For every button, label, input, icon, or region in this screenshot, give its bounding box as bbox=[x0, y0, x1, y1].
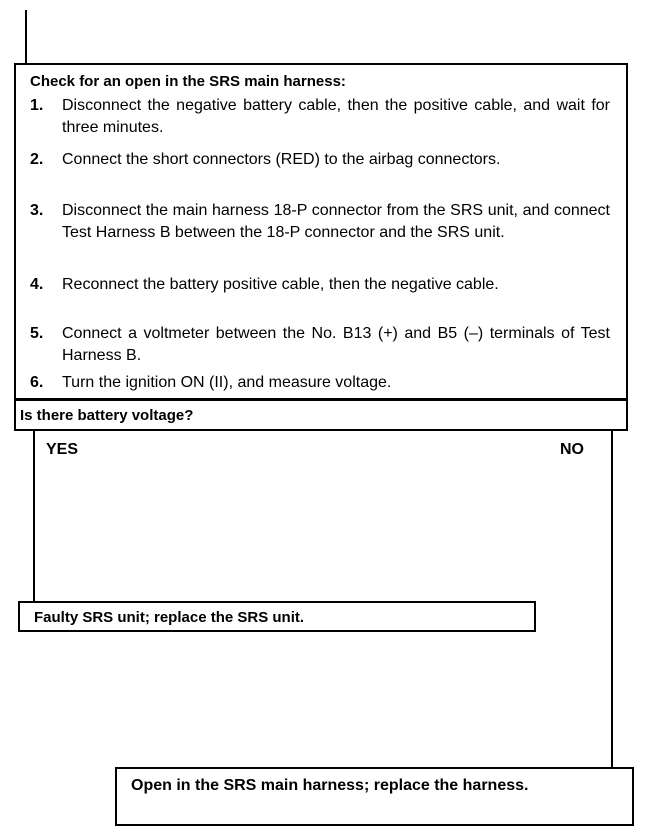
step-6 bbox=[30, 372, 610, 394]
no-result-box bbox=[115, 767, 634, 826]
step-text: Reconnect the battery positive cable, then the negative cable. bbox=[62, 276, 499, 293]
step-text: Disconnect the negative battery cable, then the positive cable, and wait for three minutes. bbox=[62, 97, 610, 136]
step-number: 6. bbox=[30, 374, 44, 391]
step-number: 5. bbox=[30, 325, 44, 342]
step-3 bbox=[30, 200, 610, 266]
question-text: Is there battery voltage? bbox=[20, 407, 194, 424]
step-text: Connect the short connectors (RED) to the airbag connectors. bbox=[62, 151, 501, 168]
step-1 bbox=[30, 95, 610, 139]
check-procedure-box bbox=[14, 63, 628, 400]
yes-result-box bbox=[18, 601, 536, 632]
step-5 bbox=[30, 323, 610, 367]
yes-result-text: Faulty SRS unit; replace the SRS unit. bbox=[34, 609, 305, 626]
check-title: Check for an open in the SRS main harness: bbox=[30, 73, 346, 90]
yes-branch-line bbox=[33, 430, 35, 602]
step-text: Disconnect the main harness 18-P connector from the SRS unit, and connect Test Harness B between the 18-P connector and the SRS unit. bbox=[62, 202, 610, 241]
step-number: 4. bbox=[30, 276, 44, 293]
no-result-text: Open in the SRS main harness; replace the harness. bbox=[131, 777, 529, 794]
step-number: 3. bbox=[30, 202, 44, 219]
yes-label: YES bbox=[46, 441, 79, 458]
step-text: Connect a voltmeter between the No. B13 (+) and B5 (–) terminals of Test Harness B. bbox=[62, 325, 610, 364]
no-label: NO bbox=[560, 441, 584, 458]
step-number: 1. bbox=[30, 97, 44, 114]
step-number: 2. bbox=[30, 151, 44, 168]
entry-connector bbox=[25, 10, 27, 64]
step-2 bbox=[30, 149, 610, 193]
no-branch-line bbox=[611, 430, 613, 768]
step-4 bbox=[30, 274, 610, 318]
step-text: Turn the ignition ON (II), and measure voltage. bbox=[62, 374, 392, 391]
question-box bbox=[14, 399, 628, 431]
